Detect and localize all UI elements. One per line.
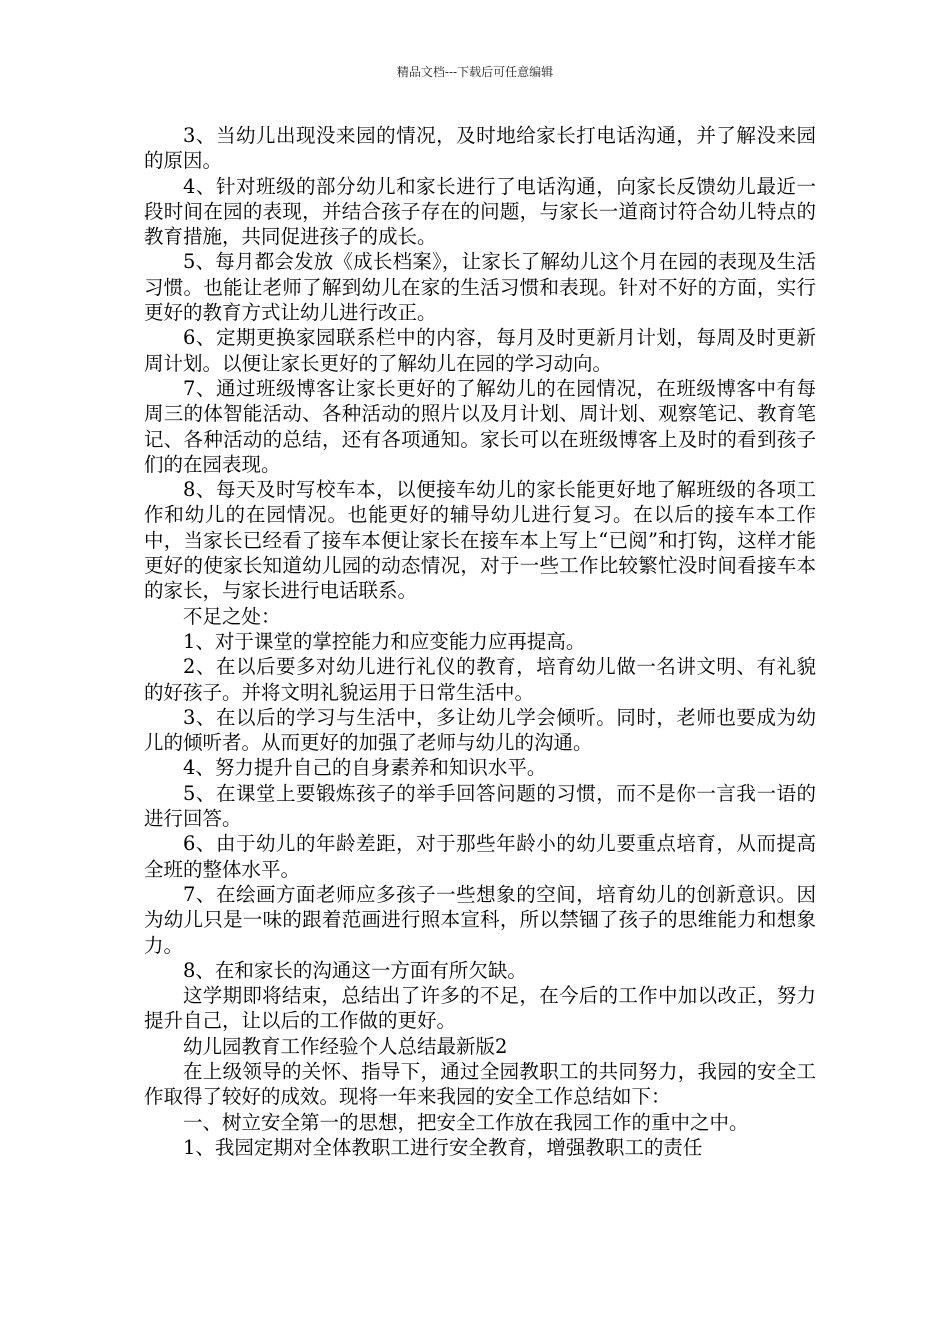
paragraph: 5、每月都会发放《成长档案》，让家长了解幼儿这个月在园的表现及生活习惯。也能让老师了解到幼儿在家的生活习惯和表现。针对不好的方面，实行更好的教育方式让幼儿进行改正。 [144, 250, 816, 325]
paragraph: 6、由于幼儿的年龄差距，对于那些年龄小的幼儿要重点培育，从而提高全班的整体水平。 [144, 832, 816, 881]
section-heading-shortcomings: 不足之处： [183, 604, 281, 628]
paragraph: 3、在以后的学习与生活中，多让幼儿学会倾听。同时，老师也要成为幼儿的倾听者。从而更好的加强了老师与幼儿的沟通。 [144, 705, 816, 755]
document-body [144, 123, 816, 1160]
paragraph: 3、当幼儿出现没来园的情况，及时地给家长打电话沟通，并了解没来园的原因。 [144, 124, 816, 173]
paragraph: 2、在以后要多对幼儿进行礼仪的教育，培育幼儿做一名讲文明、有礼貌的好孩子。并将文明礼貌运用于日常生活中。 [144, 655, 816, 704]
paragraph: 8、在和家长的沟通这一方面有所欠缺。 [183, 958, 527, 982]
paragraph: 在上级领导的关怀、指导下，通过全园教职工的共同努力，我园的安全工作取得了较好的成效。现将一年来我园的安全工作总结如下： [144, 1059, 816, 1109]
paragraph: 1、对于课堂的掌控能力和应变能力应再提高。 [183, 629, 586, 653]
paragraph: 这学期即将结束，总结出了许多的不足，在今后的工作中加以改正，努力提升自己，让以后的工作做的更好。 [144, 984, 816, 1033]
paragraph: 6、定期更换家园联系栏中的内容，每月及时更新月计划，每周及时更新周计划。以便让家长更好的了解幼儿在园的学习动向。 [144, 326, 816, 375]
section-heading: 一、树立安全第一的思想，把安全工作放在我园工作的重中之中。 [183, 1110, 749, 1134]
document-subtitle: 幼儿园教育工作经验个人总结最新版2 [183, 1034, 508, 1058]
paragraph: 4、针对班级的部分幼儿和家长进行了电话沟通，向家长反馈幼儿最近一段时间在园的表现，并结合孩子存在的问题，与家长一道商讨符合幼儿特点的教育措施，共同促进孩子的成长。 [144, 174, 816, 249]
paragraph: 4、努力提升自己的自身素养和知识水平。 [183, 756, 547, 780]
paragraph: 7、在绘画方面老师应多孩子一些想象的空间，培育幼儿的创新意识。因为幼儿只是一味的跟着范画进行照本宣科，所以禁锢了孩子的思维能力和想象力。 [144, 882, 816, 957]
paragraph: 7、通过班级博客让家长更好的了解幼儿的在园情况，在班级博客中有每周三的体智能活动、各种活动的照片以及月计划、周计划、观察笔记、教育笔记、各种活动的总结，还有各项通知。家长可以在班级博客上及时的看到孩子们的在园表现。 [144, 376, 816, 476]
paragraph: 8、每天及时写校车本，以便接车幼儿的家长能更好地了解班级的各项工作和幼儿的在园情况。也能更好的辅导幼儿进行复习。在以后的接车本工作中，当家长已经看了接车本便让家长在接车本上写上“已阅”和打钩，这样才能更好的使家长知道幼儿园的动态情况，对于一些工作比较繁忙没时间看接车本的家长，与家长进行电话联系。 [144, 478, 816, 603]
paragraph: 1、我园定期对全体教职工进行安全教育，增强教职工的责任 [183, 1135, 703, 1159]
page-header: 精品文档---下载后可任意编辑 [396, 65, 554, 79]
paragraph: 5、在课堂上要锻炼孩子的举手回答问题的习惯，而不是你一言我一语的进行回答。 [144, 781, 816, 831]
